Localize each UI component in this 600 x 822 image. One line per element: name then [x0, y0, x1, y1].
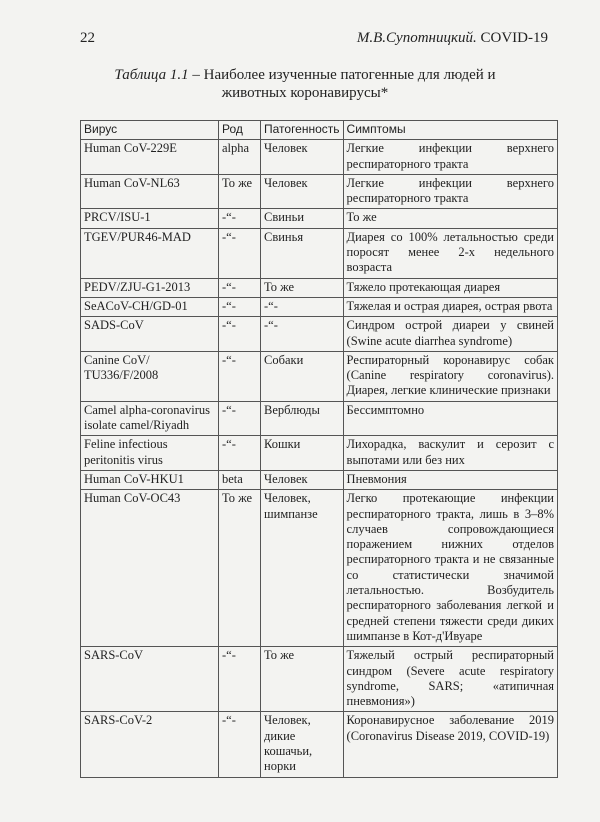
table-row: [81, 140, 558, 175]
host-cell: Человек: [261, 140, 344, 175]
host-cell: -“-: [261, 297, 344, 316]
virus-cell: Human CoV-HKU1: [81, 470, 219, 489]
coronavirus-table: [80, 120, 558, 778]
author-name: М.В.Супотницкий.: [356, 30, 477, 46]
table-row: [81, 228, 558, 278]
genus-cell: -“-: [219, 351, 261, 401]
virus-cell: TGEV/PUR46-MAD: [81, 228, 219, 278]
table-row: [81, 712, 558, 777]
host-cell: Человек, шимпанзе: [261, 490, 344, 647]
symptoms-cell: Лихорадка, васкулит и серозит с выпотами или без них: [343, 436, 557, 471]
genus-cell: -“-: [219, 647, 261, 712]
symptoms-cell: То же: [343, 209, 557, 228]
running-title: [357, 30, 548, 47]
host-cell: Человек: [261, 174, 344, 209]
virus-cell: SeACoV-CH/GD-01: [81, 297, 219, 316]
genus-cell: -“-: [219, 401, 261, 436]
host-cell: Собаки: [261, 351, 344, 401]
table-row: [81, 317, 558, 352]
table-row: [81, 174, 558, 209]
virus-cell: SARS-CoV-2: [81, 712, 219, 777]
table-row: [81, 209, 558, 228]
symptoms-cell: Бессимптомно: [343, 401, 557, 436]
table-row: [81, 436, 558, 471]
table-header-row: [81, 121, 558, 140]
page-header: [80, 30, 548, 50]
genus-cell: beta: [219, 470, 261, 489]
genus-cell: -“-: [219, 436, 261, 471]
column-header-pathogenicity: Патогенность: [261, 121, 344, 140]
table-caption-label: Таблица 1.1: [114, 67, 189, 83]
genus-cell: alpha: [219, 140, 261, 175]
host-cell: Свиньи: [261, 209, 344, 228]
page-number: 22: [80, 30, 95, 46]
host-cell: -“-: [261, 317, 344, 352]
virus-cell: Human CoV-NL63: [81, 174, 219, 209]
table-row: [81, 278, 558, 297]
book-topic: COVID-19: [480, 30, 548, 46]
symptoms-cell: Тяжело протекающая диарея: [343, 278, 557, 297]
virus-cell: Canine CoV/ TU336/F/2008: [81, 351, 219, 401]
table-row: [81, 297, 558, 316]
virus-cell: SADS-CoV: [81, 317, 219, 352]
symptoms-cell: Пневмония: [343, 470, 557, 489]
genus-cell: -“-: [219, 228, 261, 278]
virus-cell: Feline infectious peritonitis virus: [81, 436, 219, 471]
table-row: [81, 470, 558, 489]
host-cell: Человек: [261, 470, 344, 489]
table-body: [81, 121, 558, 778]
virus-cell: Human CoV-OC43: [81, 490, 219, 647]
table-row: [81, 490, 558, 647]
symptoms-cell: Легкие инфекции верхнего респираторного тракта: [343, 174, 557, 209]
genus-cell: То же: [219, 490, 261, 647]
column-header-symptoms: Симптомы: [343, 121, 557, 140]
host-cell: Свинья: [261, 228, 344, 278]
table-caption-text: – Наиболее изученные патогенные для людей и животных коронавирусы*: [188, 67, 496, 101]
host-cell: То же: [261, 647, 344, 712]
genus-cell: -“-: [219, 278, 261, 297]
table-row: [81, 647, 558, 712]
genus-cell: То же: [219, 174, 261, 209]
symptoms-cell: Диарея со 100% летальностью среди поросят менее 2-х недельного возраста: [343, 228, 557, 278]
column-header-virus: Вирус: [81, 121, 219, 140]
genus-cell: -“-: [219, 209, 261, 228]
host-cell: То же: [261, 278, 344, 297]
table-caption: [95, 66, 515, 102]
virus-cell: Human CoV-229E: [81, 140, 219, 175]
column-header-genus: Род: [219, 121, 261, 140]
table-row: [81, 401, 558, 436]
symptoms-cell: Коронавирусное заболевание 2019 (Coronavirus Disease 2019, COVID-19): [343, 712, 557, 777]
genus-cell: -“-: [219, 712, 261, 777]
symptoms-cell: Респираторный коронавирус собак (Canine respiratory coronavirus). Диарея, легкие клинические признаки: [343, 351, 557, 401]
genus-cell: -“-: [219, 317, 261, 352]
genus-cell: -“-: [219, 297, 261, 316]
symptoms-cell: Тяжелая и острая диарея, острая рвота: [343, 297, 557, 316]
virus-cell: PRCV/ISU-1: [81, 209, 219, 228]
table-row: [81, 351, 558, 401]
symptoms-cell: Синдром острой диареи у свиней (Swine acute diarrhea syndrome): [343, 317, 557, 352]
symptoms-cell: Тяжелый острый респираторный синдром (Severe acute respiratory syndrome, SARS; «атипичная пневмония»): [343, 647, 557, 712]
host-cell: Верблюды: [261, 401, 344, 436]
symptoms-cell: Легкие инфекции верхнего респираторного тракта: [343, 140, 557, 175]
host-cell: Кошки: [261, 436, 344, 471]
virus-cell: Camel alpha-coronavirus isolate camel/Riyadh: [81, 401, 219, 436]
virus-cell: PEDV/ZJU-G1-2013: [81, 278, 219, 297]
host-cell: Человек, дикие кошачьи, норки: [261, 712, 344, 777]
virus-cell: SARS-CoV: [81, 647, 219, 712]
symptoms-cell: Легко протекающие инфекции респираторного тракта, лишь в 3–8% случаев сопровождающиеся поражением нижних отделов респираторного тракта и не связанные со статистически значимой летальностью. Возбудитель респираторного заболевания легкой и средней степени тяжести среди диких шимпанзе в Кот-д'Ивуаре: [343, 490, 557, 647]
